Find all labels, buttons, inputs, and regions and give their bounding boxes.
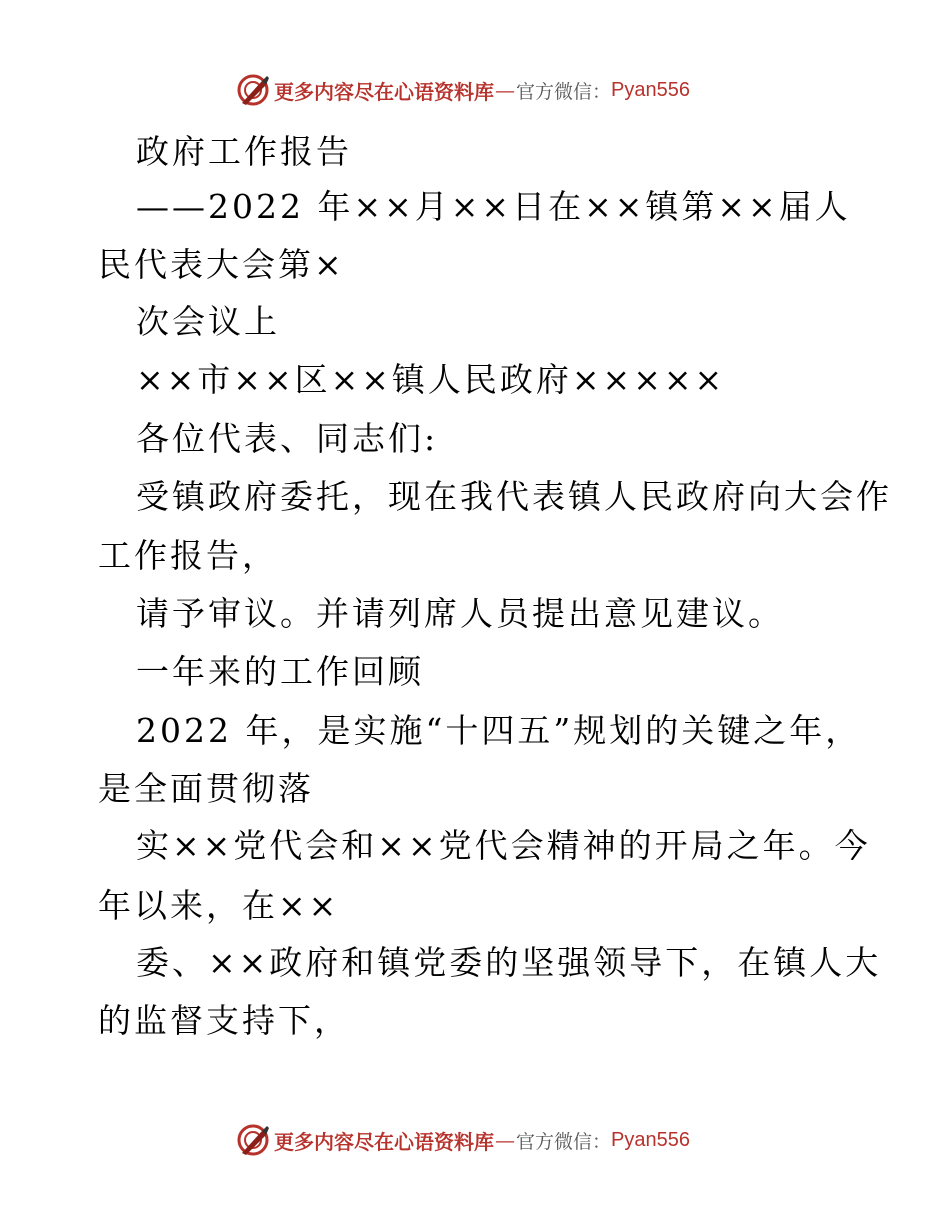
document-line: ——2022 年××月××日在××镇第××届人 [136, 187, 851, 226]
pen-logo-icon [236, 1123, 270, 1157]
document-line: 年以来，在×× [98, 886, 340, 925]
watermark-dash: — [495, 1128, 515, 1152]
document-line: 请予审议。并请列席人员提出意见建议。 [136, 594, 784, 633]
watermark-brand: 更多内容尽在心语资料库 [274, 79, 494, 104]
watermark-dash: — [495, 78, 515, 102]
watermark-account: Pyan556 [611, 1128, 690, 1151]
document-line: 各位代表、同志们: [136, 419, 439, 458]
watermark-account: Pyan556 [611, 78, 690, 101]
header-watermark [236, 72, 690, 108]
footer-watermark [236, 1122, 690, 1158]
watermark-official-label: 官方微信： [516, 80, 612, 103]
document-line: 实××党代会和××党代会精神的开局之年。今 [136, 826, 871, 865]
document-line: 的监督支持下， [98, 1001, 350, 1040]
document-line: 委、××政府和镇党委的坚强领导下，在镇人大 [136, 943, 882, 982]
pen-logo-icon [236, 73, 270, 107]
document-line: ××市××区××镇人民政府××××× [136, 360, 726, 399]
document-title: 政府工作报告 [136, 132, 352, 171]
document-line: 民代表大会第× [98, 245, 345, 284]
document-line: 受镇政府委托，现在我代表镇人民政府向大会作 [136, 477, 892, 516]
watermark-official-label: 官方微信： [516, 1130, 612, 1153]
document-line: 工作报告， [98, 536, 278, 575]
section-heading: 一年来的工作回顾 [136, 652, 424, 691]
document-line: 2022 年，是实施“十四五”规划的关键之年， [136, 711, 862, 750]
document-line: 次会议上 [136, 302, 280, 341]
document-line: 是全面贯彻落 [98, 769, 314, 808]
watermark-brand: 更多内容尽在心语资料库 [274, 1129, 494, 1154]
